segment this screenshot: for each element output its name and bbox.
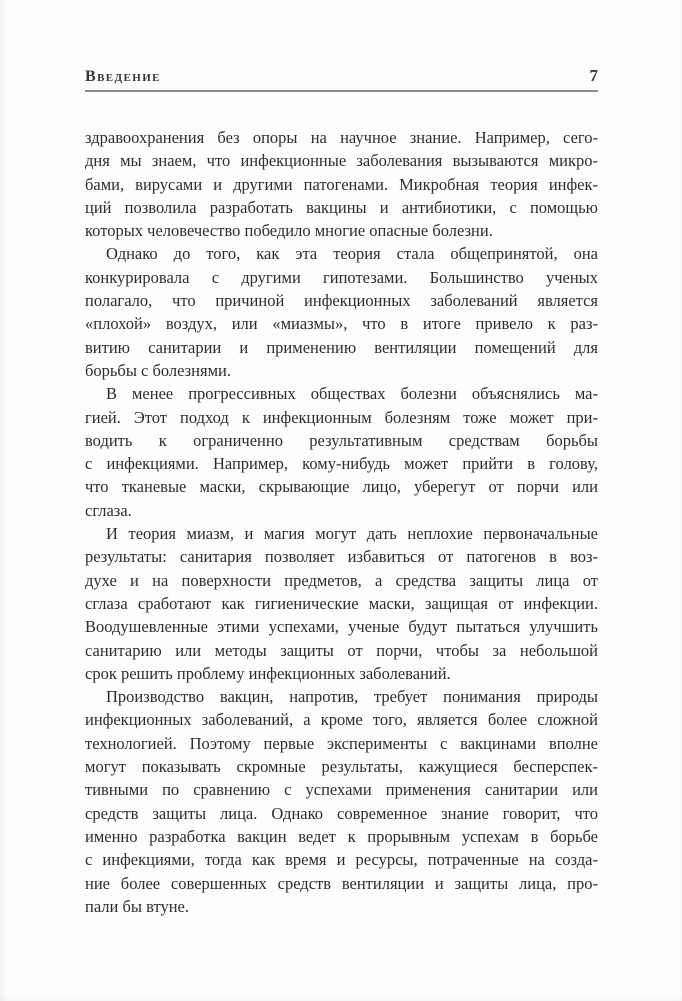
text-line: гией. Этот подход к инфекционным болезням тоже может при- <box>85 407 598 427</box>
paragraph <box>85 126 598 242</box>
paragraph <box>85 685 598 918</box>
text-line: полагало, что причиной инфекционных заболеваний является <box>85 291 598 311</box>
paragraph <box>85 522 598 685</box>
text-line: сглаза. <box>85 500 132 520</box>
text-line: именно разработка вакцин ведет к прорывным успехам в борьбе <box>85 826 598 846</box>
text-line: борьбы с болезнями. <box>85 360 231 380</box>
page-number: 7 <box>589 66 598 85</box>
text-line: с инфекциями. Например, кому-нибудь может прийти в голову, <box>85 454 598 474</box>
text-line: «плохой» воздух, или «миазмы», что в итоге привело к раз- <box>85 314 598 334</box>
text-line: Производство вакцин, напротив, требует понимания природы <box>106 687 598 707</box>
text-line: пали бы втуне. <box>85 896 189 916</box>
text-line: Воодушевленные этими успехами, ученые будут пытаться улучшить <box>85 617 598 637</box>
text-line: бами, вирусами и другими патогенами. Микробная теория инфек- <box>85 174 598 194</box>
text-line: И теория миазм, и магия могут дать неплохие первоначальные <box>106 524 598 544</box>
text-line: В менее прогрессивных обществах болезни объяснялись ма- <box>106 384 598 404</box>
text-line: средств защиты лица. Однако современное знание говорит, что <box>85 803 598 823</box>
text-line: срок решить проблему инфекционных заболеваний. <box>85 663 451 683</box>
text-line: могут показывать скромные результаты, кажущиеся бесперспек- <box>85 757 598 777</box>
text-line: с инфекциями, тогда как время и ресурсы, потраченные на созда- <box>85 850 598 870</box>
text-line: дня мы знаем, что инфекционные заболевания вызываются микро- <box>85 151 598 171</box>
text-line: что тканевые маски, скрывающие лицо, уберегут от порчи или <box>85 477 598 497</box>
text-line: результаты: санитария позволяет избавиться от патогенов в воз- <box>85 547 598 567</box>
text-line: инфекционных заболеваний, а кроме того, является более сложной <box>85 710 598 730</box>
paragraph <box>85 382 598 522</box>
text-line: Однако до того, как эта теория стала общепринятой, она <box>106 244 598 264</box>
page-header <box>85 66 598 92</box>
paragraph <box>85 242 598 382</box>
text-line: которых человечество победило многие опасные болезни. <box>85 221 493 241</box>
text-line: здравоохранения без опоры на научное знание. Например, сего- <box>85 128 598 147</box>
text-line: технологией. Поэтому первые эксперименты с вакцинами вполне <box>85 733 598 753</box>
text-line: ние более совершенных средств вентиляции и защиты лица, про- <box>85 873 598 893</box>
text-line: конкурировала с другими гипотезами. Большинство ученых <box>85 267 598 287</box>
text-line: духе и на поверхности предметов, а средства защиты лица от <box>85 570 598 590</box>
text-line: сглаза сработают как гигиенические маски, защищая от инфекции. <box>85 593 598 613</box>
text-line: тивными по сравнению с успехами применения санитарии или <box>85 780 598 800</box>
text-line: витию санитарии и применению вентиляции помещений для <box>85 337 598 357</box>
running-title: Введение <box>85 68 161 85</box>
text-line: водить к ограниченно результативным средствам борьбы <box>85 430 598 450</box>
page-body <box>85 126 598 918</box>
text-line: ций позволила разработать вакцины и антибиотики, с помощью <box>85 197 598 217</box>
text-line: санитарию или методы защиты от порчи, чтобы за небольшой <box>85 640 598 660</box>
